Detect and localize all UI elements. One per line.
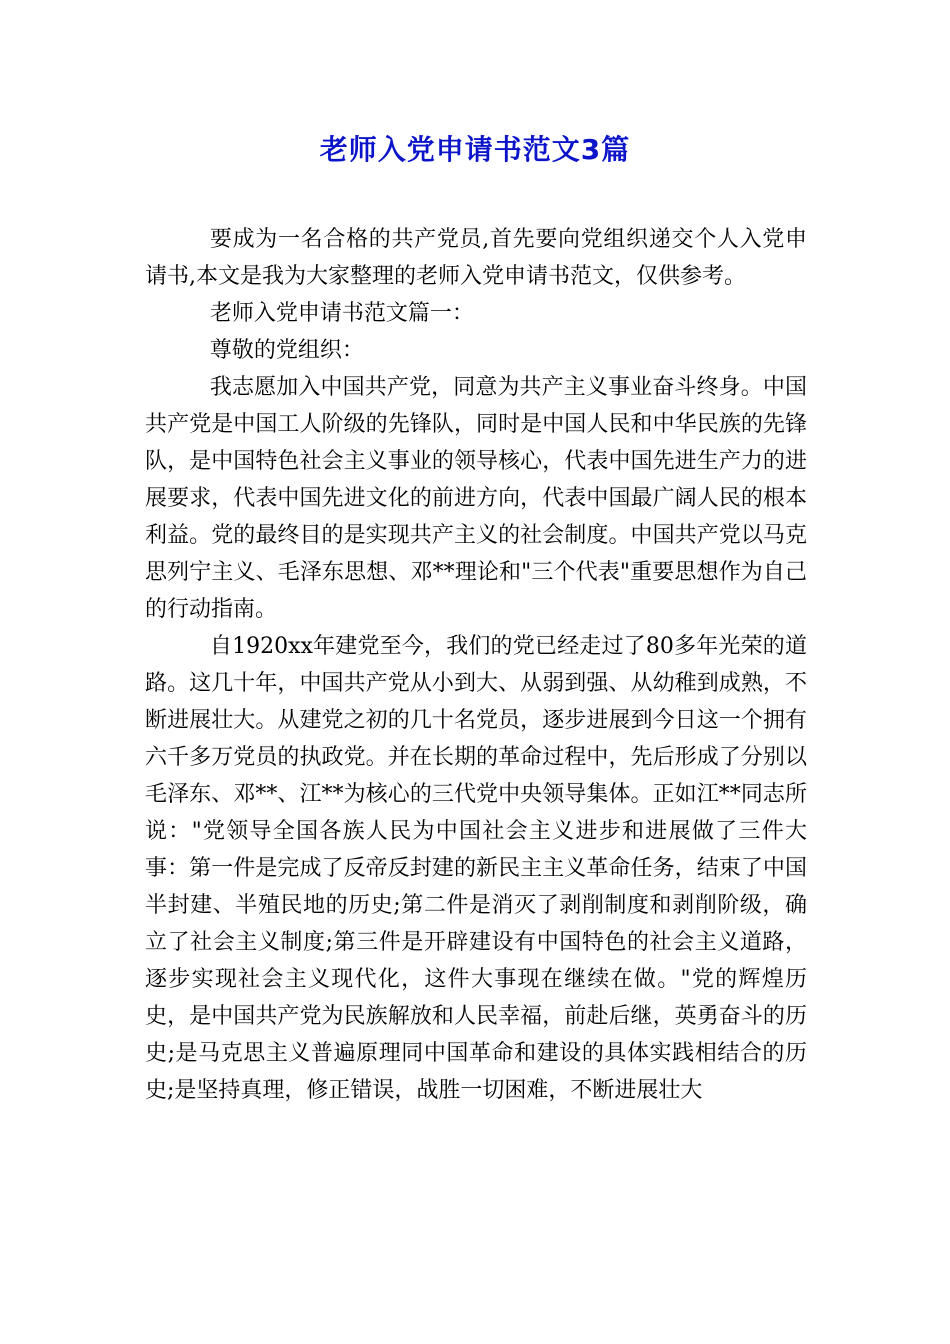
- salutation: 尊敬的党组织：: [209, 338, 364, 363]
- section-heading: 老师入党申请书范文篇一：: [209, 301, 474, 326]
- document-body: [145, 221, 807, 1109]
- intro-paragraph: 要成为一名合格的共产党员,首先要向党组织递交个人入党申请书,本文是我为大家整理的老师入党申请书范文，仅供参考。: [145, 227, 807, 289]
- body-paragraph: 自1920xx年建党至今，我们的党已经走过了80多年光荣的道路。这几十年，中国共产党从小到大、从弱到强、从幼稚到成熟，不断进展壮大。从建党之初的几十名党员，逐步进展到今日这一个拥有六千多万党员的执政党。并在长期的革命过程中，先后形成了分别以毛泽东、邓**、江**为核心的三代党中央领导集体。正如江**同志所说："党领导全国各族人民为中国社会主义进步和进展做了三件大事：第一件是完成了反帝反封建的新民主主义革命任务，结束了中国半封建、半殖民地的历史;第二件是消灭了剥削制度和剥削阶级，确立了社会主义制度;第三件是开辟建设有中国特色的社会主义道路，逐步实现社会主义现代化，这件大事现在继续在做。"党的辉煌历史，是中国共产党为民族解放和人民幸福，前赴后继，英勇奋斗的历史;是马克思主义普遍原理同中国革命和建设的具体实践相结合的历史;是坚持真理，修正错误，战胜一切困难，不断进展壮大: [145, 634, 807, 1103]
- body-paragraph: 我志愿加入中国共产党，同意为共产主义事业奋斗终身。中国共产党是中国工人阶级的先锋队，同时是中国人民和中华民族的先锋队，是中国特色社会主义事业的领导核心，代表中国先进生产力的进展要求，代表中国先进文化的前进方向，代表中国最广阔人民的根本利益。党的最终目的是实现共产主义的社会制度。中国共产党以马克思列宁主义、毛泽东思想、邓**理论和"三个代表"重要思想作为自己的行动指南。: [145, 375, 807, 622]
- document-title: 老师入党申请书范文3篇: [319, 133, 631, 166]
